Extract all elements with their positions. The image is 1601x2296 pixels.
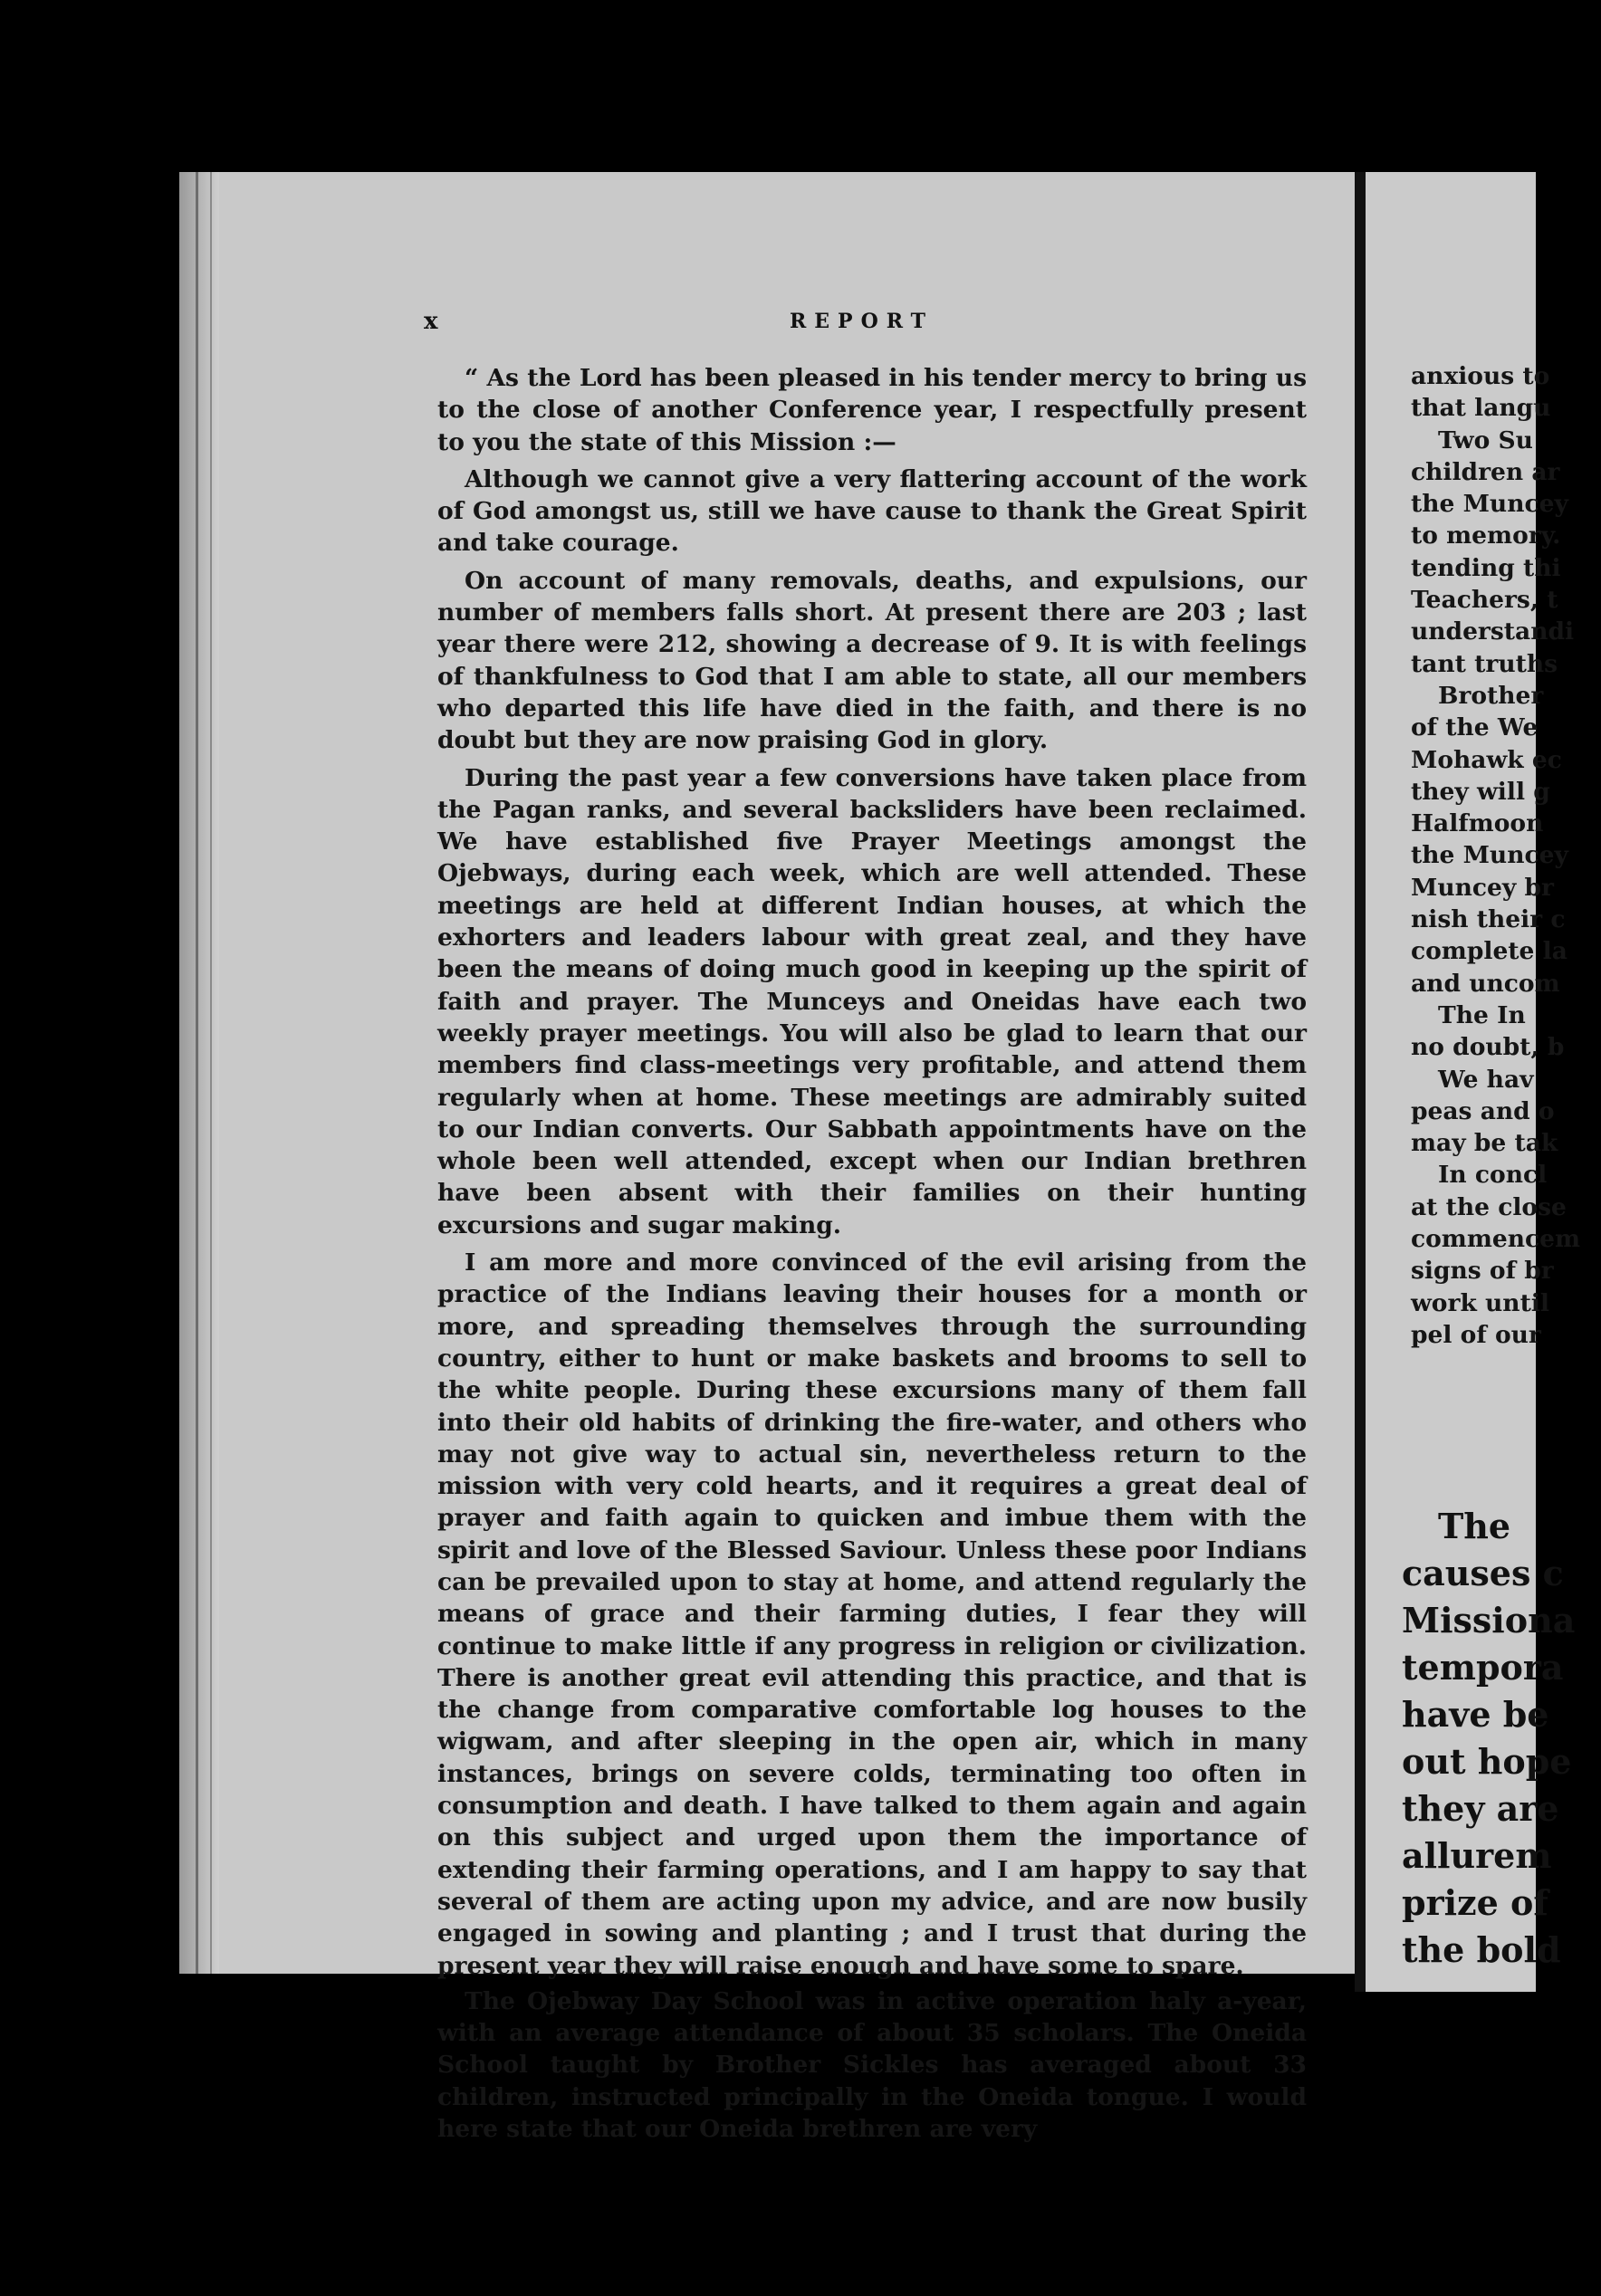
facing-large-line: they are — [1402, 1788, 1559, 1829]
facing-line: the Muncey — [1411, 841, 1568, 870]
facing-line: complete la — [1411, 937, 1567, 966]
facing-line: Brother — [1438, 681, 1544, 710]
facing-line: Two Su — [1438, 426, 1533, 454]
facing-large-line: The — [1438, 1506, 1511, 1546]
facing-line: work until — [1411, 1288, 1549, 1317]
facing-large-line: have be — [1402, 1694, 1549, 1735]
facing-line: signs of br — [1411, 1257, 1554, 1286]
facing-line: commencem — [1411, 1225, 1581, 1254]
book-gutter — [1355, 172, 1366, 1992]
facing-line: We hav — [1438, 1065, 1534, 1094]
running-head: REPORT — [790, 310, 935, 333]
facing-line: Teachers, t — [1411, 586, 1558, 615]
facing-line: children ar — [1411, 457, 1560, 486]
facing-line: they will g — [1411, 777, 1550, 806]
facing-line: Halfmoon — [1411, 809, 1544, 838]
facing-large-line: the bold — [1402, 1929, 1561, 1970]
facing-line: Muncey br — [1411, 873, 1554, 902]
facing-line: anxious to — [1411, 362, 1550, 390]
body-text — [437, 362, 1307, 2145]
page-header — [424, 308, 1329, 344]
facing-large-line: out hope — [1402, 1741, 1572, 1782]
facing-line: peas and o — [1411, 1096, 1555, 1125]
facing-line: tant truths — [1411, 649, 1558, 678]
facing-line: understandi — [1411, 617, 1575, 646]
facing-line: pel of our — [1411, 1320, 1541, 1349]
facing-line: that langu — [1411, 394, 1551, 423]
facing-line: nish their c — [1411, 905, 1566, 934]
facing-line: no doubt, b — [1411, 1033, 1565, 1062]
facing-line: of the We — [1411, 713, 1539, 742]
facing-line: The In — [1438, 1000, 1526, 1029]
paragraph: I am more and more convinced of the evil arising from the practice of the Indians leaving their houses for a month or more, and spreading themselves through the surrounding country, either to hunt or make baskets and brooms to sell to the white people. During these excursions many of them fall into their old habits of drinking the fire-water, and others who may not give way to actual sin, nevertheless return to the mission with very cold hearts, and it requires a great deal of prayer and faith again to quicken and imbue them with the spirit and love of the Blessed Saviour. Unless these poor Indians can be prevailed upon to stay at home, and attend regularly the means of grace and their farming duties, I fear they will continue to make little if any progress in religion or civilization. There is another great evil attending this practice, and that is the change from comparative comfortable log houses to the wigwam, and after sleeping in the open air, which in many instances, brings on severe colds, terminating too often in consumption and death. I have talked to them again and again on this subject and urged upon them the importance of extending their farming operations, and I am happy to say that several of them are acting upon my advice, and are now busily engaged in sowing and planting ; and I trust that during the present year they will raise enough and have some to spare. — [437, 1248, 1307, 1980]
facing-large-line: causes c — [1402, 1553, 1564, 1593]
facing-page-large-text — [1402, 1503, 1601, 1974]
page-edge-shadow — [179, 172, 219, 1974]
facing-line: In concl — [1438, 1161, 1548, 1190]
facing-line: to memory. — [1411, 521, 1561, 550]
facing-large-line: allurem — [1402, 1835, 1552, 1876]
facing-page-text — [1411, 360, 1592, 1351]
page-number: x — [424, 308, 438, 335]
facing-line: at the close — [1411, 1192, 1567, 1221]
paragraph: The Ojebway Day School was in active operation haly a-year, with an average attendance of about 35 scholars. The Oneida School taught by Brother Sickles has averaged about 33 children, instructed principally in the Oneida tongue. I would here state that our Oneida brethren are very — [437, 1986, 1307, 2144]
facing-line: and uncom — [1411, 969, 1560, 998]
paragraph: Although we cannot give a very flattering account of the work of God amongst us, still we have cause to thank the Great Spirit and take courage. — [437, 464, 1307, 558]
page-edge-line — [196, 172, 198, 1974]
paragraph: On account of many removals, deaths, and expulsions, our number of members falls short. At present there are 203 ; last year there were 212, showing a decrease of 9. It is with feelings of thankfulness to God that I am able to state, all our members who departed this life have died in the faith, and there is no doubt but they are now praising God in glory. — [437, 566, 1307, 755]
facing-large-line: Missiona — [1402, 1600, 1576, 1641]
facing-large-line: prize of — [1402, 1882, 1548, 1923]
facing-line: tending thi — [1411, 553, 1561, 582]
paragraph: During the past year a few conversions have taken place from the Pagan ranks, and several backsliders have been reclaimed. We have established five Prayer Meetings amongst the Ojebways, during each week, which are well attended. These meetings are held at different Indian houses, at which the exhorters and leaders labour with great zeal, and they have been the means of doing much good in keeping up the spirit of faith and prayer. The Munceys and Oneidas have each two weekly prayer meetings. You will also be glad to learn that our members find class-meetings very profitable, and attend them regularly when at home. These meetings are admirably suited to our Indian converts. Our Sabbath appointments have on the whole been well attended, except when our Indian brethren have been absent with their families on their hunting excursions and sugar making. — [437, 763, 1307, 1239]
facing-large-line: tempora — [1402, 1647, 1564, 1688]
facing-line: may be tak — [1411, 1129, 1558, 1158]
paragraph: “ As the Lord has been pleased in his tender mercy to bring us to the close of another Conference year, I respectfully present to you the state of this Mission :— — [437, 364, 1307, 456]
facing-line: Mohawk ec — [1411, 745, 1562, 774]
facing-line: the Muncey — [1411, 490, 1568, 519]
page-edge-line — [210, 172, 212, 1974]
